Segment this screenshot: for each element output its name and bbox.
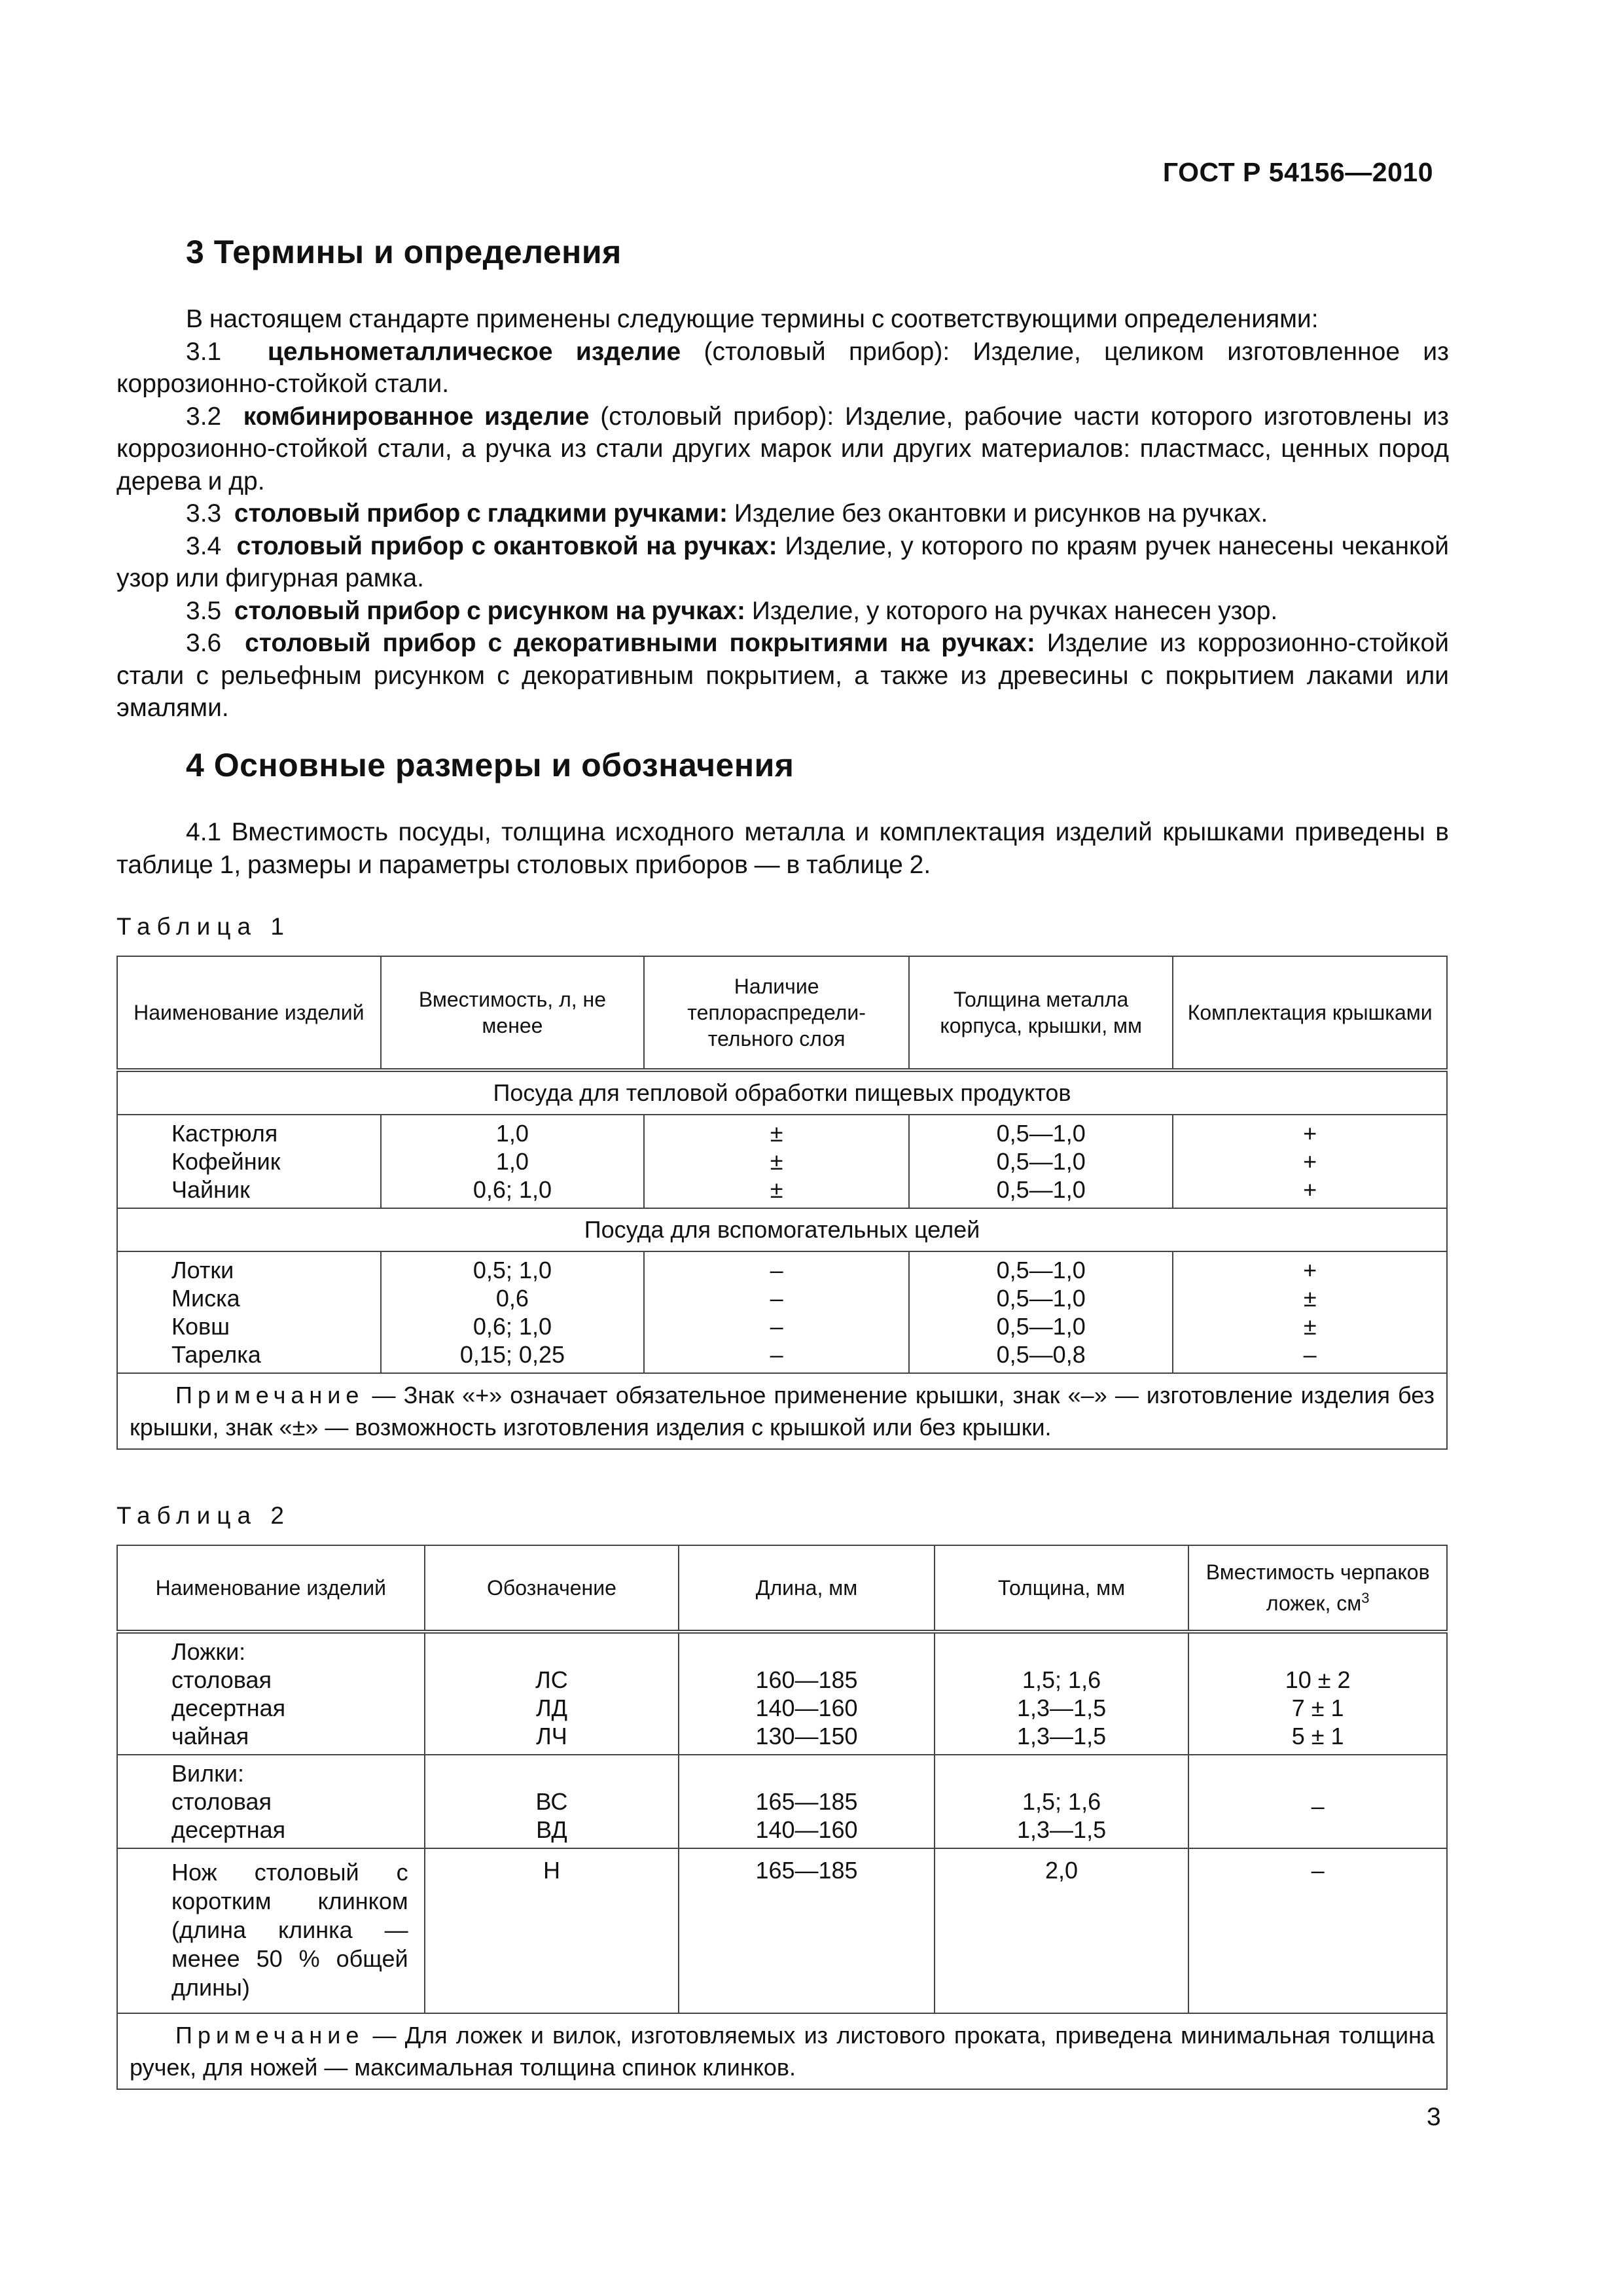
term-number: 3.5 [186, 596, 222, 625]
term-3-5 [116, 595, 1449, 628]
cell-value: ± [1303, 1313, 1317, 1340]
item-name: Ложки: [171, 1638, 246, 1665]
term-number: 3.3 [186, 499, 222, 528]
item-name: десертная [171, 1695, 286, 1721]
term-name: столовый прибор с рисунком на ручках: [234, 596, 745, 625]
item-name: Тарелка [171, 1341, 261, 1368]
heat-layer-values [644, 1251, 909, 1373]
capacity-values [381, 1115, 645, 1208]
table-row-knife [117, 1848, 1447, 2013]
cell-value: 0,6; 1,0 [473, 1176, 552, 1203]
page-number: 3 [1427, 2103, 1441, 2131]
cell-value: Н [425, 1848, 679, 2013]
term-definition: (столовый прибор): Изделие, целиком изготовленное из коррозионно-стойкой стали. [116, 337, 1450, 398]
term-number: 3.2 [186, 402, 222, 431]
table-row [117, 1115, 1447, 1208]
thickness-values [935, 1755, 1189, 1848]
table-row [117, 1251, 1447, 1373]
cell-value: 1,0 [495, 1120, 529, 1147]
cell-value: ± [770, 1148, 783, 1175]
term-3-4 [116, 530, 1449, 595]
term-number: 3.4 [186, 531, 222, 560]
section-4-title: 4 Основные размеры и обозначения [186, 747, 794, 783]
term-name: цельнометаллическое изделие [267, 337, 681, 366]
group-title: Посуда для тепловой обработки пищевых продуктов [117, 1070, 1447, 1115]
cell-value: 10 ± 2 [1285, 1666, 1351, 1693]
term-definition: Изделие, у которого по краям ручек нанесены чеканкой узор или фигурная рамка. [116, 531, 1449, 592]
cell-value: – [770, 1285, 783, 1312]
cell-value: 0,15; 0,25 [459, 1341, 565, 1368]
column-header: Толщина, мм [935, 1545, 1189, 1632]
cell-value [425, 1759, 679, 1787]
note-label: Примечание [175, 1382, 365, 1408]
cell-value: ЛД [535, 1695, 567, 1721]
paragraph-4-1: 4.1 Вместимость посуды, толщина исходного металла и комплектация изделий крышками приведены в таблице 1, размеры и параметры столовых приборов — в таблице 2. [116, 818, 1449, 879]
cell-value: 1,3—1,5 [1017, 1723, 1107, 1749]
cell-value: + [1303, 1257, 1317, 1283]
cell-value [679, 1638, 933, 1666]
cell-value: + [1303, 1176, 1317, 1203]
cell-value: – [770, 1257, 783, 1283]
cell-value: 0,5; 1,0 [473, 1257, 552, 1283]
cell-value: ± [1303, 1285, 1317, 1312]
cell-value: 1,0 [495, 1148, 529, 1175]
item-names [117, 1251, 381, 1373]
section-3-intro: В настоящем стандарте применены следующие термины с соответствующими определениями: [186, 305, 1319, 333]
group-title: Посуда для вспомогательных целей [117, 1208, 1447, 1251]
cell-value: 7 ± 1 [1291, 1695, 1344, 1721]
capacity-values [381, 1251, 645, 1373]
item-name: десертная [171, 1816, 286, 1843]
cell-value: ЛЧ [536, 1723, 567, 1749]
table-1-note-row [117, 1373, 1447, 1449]
table-1-header-row [117, 956, 1447, 1070]
superscript: 3 [1361, 1590, 1370, 1607]
lid-values [1173, 1251, 1447, 1373]
table-row-forks [117, 1755, 1447, 1848]
cell-value: 0,6; 1,0 [473, 1313, 552, 1340]
item-names [117, 1632, 425, 1755]
cell-value: ЛС [535, 1666, 568, 1693]
item-name: Миска [171, 1285, 240, 1312]
table-row-spoons [117, 1632, 1447, 1755]
table-group-row [117, 1208, 1447, 1251]
cell-value: 1,5; 1,6 [1022, 1666, 1101, 1693]
cell-value: ± [770, 1120, 783, 1147]
item-name: столовая [171, 1666, 272, 1693]
cell-value: 0,5—1,0 [996, 1120, 1086, 1147]
cell-value: 0,5—0,8 [996, 1341, 1086, 1368]
cell-value: 0,5—1,0 [996, 1257, 1086, 1283]
length-values [679, 1755, 934, 1848]
cell-value: – [770, 1313, 783, 1340]
item-name: чайная [171, 1723, 249, 1749]
table-2 [116, 1545, 1448, 2090]
volume-values [1188, 1632, 1447, 1755]
cell-value: 1,3—1,5 [1017, 1695, 1107, 1721]
item-name: Нож столовый с коротким клинком (длина клинка — менее 50 % общей длины) [117, 1848, 425, 2013]
term-name: столовый прибор с окантовкой на ручках: [236, 531, 777, 560]
column-header: Наименование изделий [117, 1545, 425, 1632]
column-header: Длина, мм [679, 1545, 934, 1632]
table-2-header-row [117, 1545, 1447, 1632]
term-number: 3.6 [186, 629, 222, 657]
item-name: Кастрюля [171, 1120, 278, 1147]
cell-value: 160—185 [755, 1666, 858, 1693]
note-text: — Знак «+» означает обязательное применение крышки, знак «–» — изготовление изделия без крышки, знак «±» — возможность изготовления изделия с крышкой или без крышки. [130, 1382, 1435, 1441]
cell-value: – [1303, 1341, 1317, 1368]
cell-value: + [1303, 1120, 1317, 1147]
lid-values [1173, 1115, 1447, 1208]
thickness-values [909, 1251, 1173, 1373]
table-2-caption: Таблица 2 [116, 1502, 291, 1529]
length-values [679, 1632, 934, 1755]
cell-value: ВД [536, 1816, 567, 1843]
column-header: Наименование изделий [117, 956, 381, 1070]
item-name: столовая [171, 1788, 272, 1815]
code-values [425, 1632, 679, 1755]
section-4-body [116, 816, 1449, 881]
cell-value: 0,5—1,0 [996, 1313, 1086, 1340]
term-name: столовый прибор с гладкими ручками: [234, 499, 728, 528]
table-1 [116, 956, 1448, 1450]
item-names [117, 1755, 425, 1848]
section-3-title: 3 Термины и определения [186, 234, 622, 270]
cell-value: 0,6 [495, 1285, 529, 1312]
term-definition: Изделие без окантовки и рисунков на ручках. [727, 499, 1268, 528]
note-text: — Для ложек и вилок, изготовляемых из листового проката, приведена минимальная толщина ручек, для ножей — максимальная толщина спинок клинков. [130, 2022, 1435, 2081]
term-3-6 [116, 627, 1449, 725]
cell-value: – [770, 1341, 783, 1368]
term-name: столовый прибор с декоративными покрытиями на ручках: [245, 629, 1035, 657]
cell-value: 130—150 [755, 1723, 858, 1749]
cell-value: – [1188, 1848, 1447, 2013]
item-names [117, 1115, 381, 1208]
column-header: Вместимость, л, не менее [381, 956, 645, 1070]
term-definition: Изделие, у которого на ручках нанесен узор. [745, 596, 1278, 625]
thickness-values [935, 1632, 1189, 1755]
heat-layer-values [644, 1115, 909, 1208]
column-header: Комплектация крышками [1173, 956, 1447, 1070]
section-3-body [116, 303, 1449, 725]
term-definition: Изделие из коррозионно-стойкой стали с рельефным рисунком с декоративным покрытием, а также из древесины с покрытием лаками или эмалями. [116, 629, 1450, 722]
cell-value: 1,3—1,5 [1017, 1816, 1107, 1843]
table-1-note [117, 1373, 1447, 1449]
column-header: Обозначение [425, 1545, 679, 1632]
cell-value: 165—185 [755, 1788, 858, 1815]
cell-value: 0,5—1,0 [996, 1176, 1086, 1203]
item-name: Чайник [171, 1176, 250, 1203]
cell-value: 140—160 [755, 1695, 858, 1721]
note-label: Примечание [175, 2022, 365, 2049]
cell-value: ВС [535, 1788, 568, 1815]
cell-value: ± [770, 1176, 783, 1203]
term-definition: (столовый прибор): Изделие, рабочие части которого изготовлены из коррозионно-стойкой стали, а ручка из стали других марок или других материалов: пластмасс, ценных пород дерева и др. [116, 402, 1449, 495]
term-number: 3.1 [186, 337, 222, 366]
cell-value [679, 1759, 933, 1787]
cell-value: 0,5—1,0 [996, 1285, 1086, 1312]
term-3-1 [116, 336, 1449, 401]
table-2-note-row [117, 2013, 1447, 2089]
cell-value: 165—185 [679, 1848, 934, 2013]
cell-value: 0,5—1,0 [996, 1148, 1086, 1175]
table-group-row [117, 1070, 1447, 1115]
table-2-note [117, 2013, 1447, 2089]
term-name: комбинированное изделие [243, 402, 590, 431]
cell-value: 5 ± 1 [1291, 1723, 1344, 1749]
item-name: Кофейник [171, 1148, 281, 1175]
item-name: Ковш [171, 1313, 230, 1340]
code-values [425, 1755, 679, 1848]
cell-value: – [1188, 1755, 1447, 1848]
item-name: Лотки [171, 1257, 234, 1283]
term-3-2 [116, 401, 1449, 498]
cell-value: 1,5; 1,6 [1022, 1788, 1101, 1815]
column-header: Наличие теплораспредели-тельного слоя [644, 956, 909, 1070]
cell-value [935, 1638, 1188, 1666]
thickness-values [909, 1115, 1173, 1208]
table-1-caption: Таблица 1 [116, 913, 291, 940]
cell-value: 140—160 [755, 1816, 858, 1843]
cell-value [1189, 1638, 1446, 1666]
header-text: Вместимость черпаков ложек, см [1205, 1560, 1430, 1615]
item-name: Вилки: [171, 1760, 244, 1787]
column-header [1188, 1545, 1447, 1632]
cell-value: 2,0 [935, 1848, 1189, 2013]
cell-value: + [1303, 1148, 1317, 1175]
cell-value [425, 1638, 679, 1666]
cell-value [935, 1759, 1188, 1787]
document-code: ГОСТ Р 54156—2010 [1162, 157, 1433, 187]
column-header: Толщина металла корпуса, крышки, мм [909, 956, 1173, 1070]
term-3-3 [116, 497, 1449, 530]
